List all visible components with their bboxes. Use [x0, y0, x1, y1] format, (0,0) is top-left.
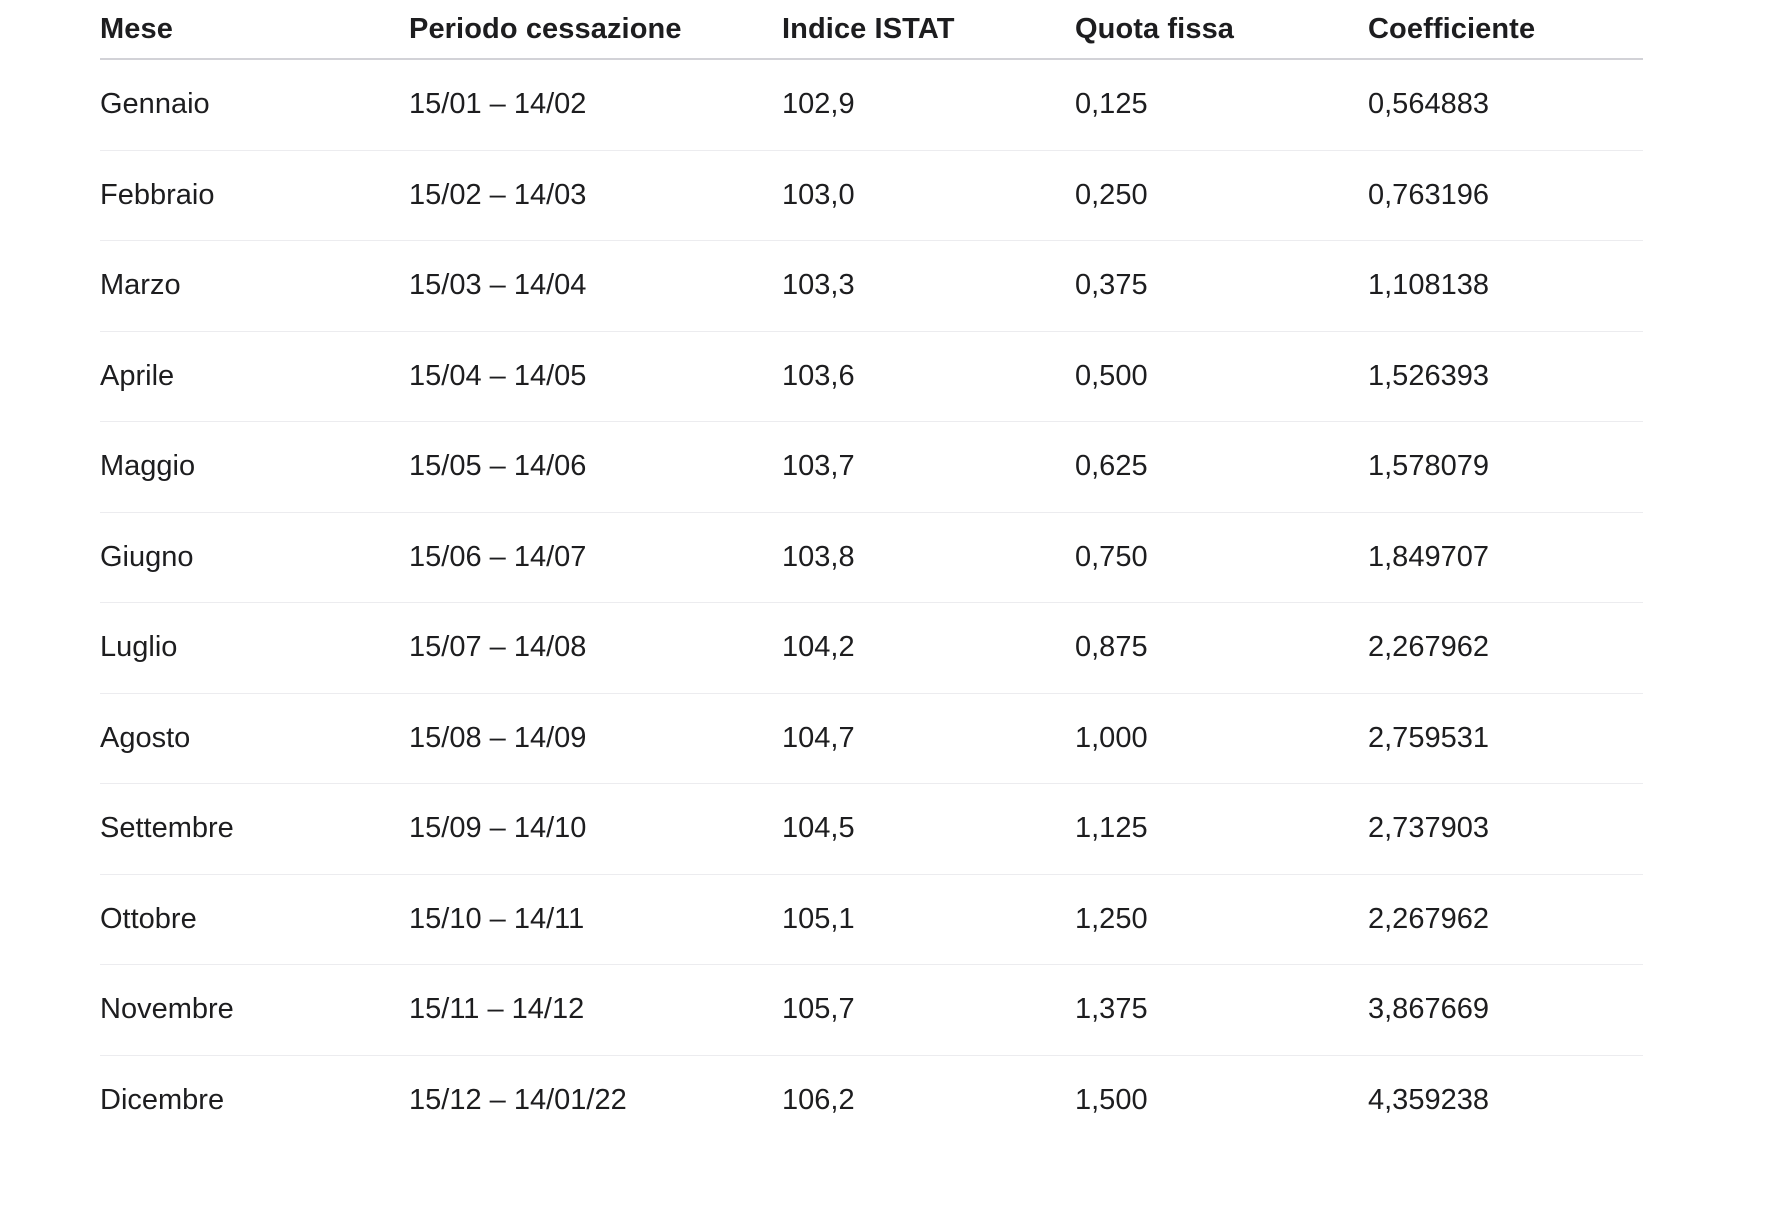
cell-quota-fissa: 1,125	[1075, 784, 1368, 875]
table-header	[100, 0, 1643, 59]
cell-mese: Febbraio	[100, 150, 409, 241]
cell-periodo-cessazione: 15/01 – 14/02	[409, 59, 782, 150]
column-header-periodo-cessazione: Periodo cessazione	[409, 0, 782, 59]
table-row	[100, 874, 1643, 965]
cell-coefficiente: 1,526393	[1368, 331, 1643, 422]
cell-coefficiente: 3,867669	[1368, 965, 1643, 1056]
cell-indice-istat: 104,2	[782, 603, 1075, 694]
cell-mese: Gennaio	[100, 59, 409, 150]
cell-indice-istat: 103,6	[782, 331, 1075, 422]
cell-quota-fissa: 0,500	[1075, 331, 1368, 422]
column-header-coefficiente: Coefficiente	[1368, 0, 1643, 59]
cell-mese: Maggio	[100, 422, 409, 513]
cell-coefficiente: 1,578079	[1368, 422, 1643, 513]
cell-coefficiente: 1,849707	[1368, 512, 1643, 603]
column-header-quota-fissa: Quota fissa	[1075, 0, 1368, 59]
table-row	[100, 603, 1643, 694]
cell-quota-fissa: 0,625	[1075, 422, 1368, 513]
table-row	[100, 150, 1643, 241]
header-row	[100, 0, 1643, 59]
cell-periodo-cessazione: 15/02 – 14/03	[409, 150, 782, 241]
cell-coefficiente: 2,737903	[1368, 784, 1643, 875]
cell-coefficiente: 1,108138	[1368, 241, 1643, 332]
cell-indice-istat: 104,7	[782, 693, 1075, 784]
table-body	[100, 59, 1643, 1145]
coefficient-table	[100, 0, 1643, 1145]
cell-periodo-cessazione: 15/09 – 14/10	[409, 784, 782, 875]
cell-quota-fissa: 0,375	[1075, 241, 1368, 332]
table-row	[100, 1055, 1643, 1145]
cell-coefficiente: 2,267962	[1368, 874, 1643, 965]
cell-periodo-cessazione: 15/05 – 14/06	[409, 422, 782, 513]
cell-indice-istat: 106,2	[782, 1083, 855, 1116]
cell-mese: Settembre	[100, 784, 409, 875]
cell-quota-fissa: 1,500	[1075, 1083, 1148, 1116]
cell-periodo-cessazione: 15/08 – 14/09	[409, 693, 782, 784]
cell-mese: Giugno	[100, 512, 409, 603]
table-row	[100, 241, 1643, 332]
cell-coefficiente: 2,759531	[1368, 693, 1643, 784]
cell-mese: Marzo	[100, 241, 409, 332]
cell-periodo-cessazione: 15/04 – 14/05	[409, 331, 782, 422]
cell-mese: Novembre	[100, 965, 409, 1056]
cell-periodo-cessazione: 15/11 – 14/12	[409, 965, 782, 1056]
column-header-indice-istat: Indice ISTAT	[782, 0, 1075, 59]
table-row	[100, 422, 1643, 513]
table-row	[100, 965, 1643, 1056]
cell-periodo-cessazione: 15/06 – 14/07	[409, 512, 782, 603]
column-header-mese: Mese	[100, 0, 409, 59]
cell-quota-fissa: 0,125	[1075, 59, 1368, 150]
cell-periodo-cessazione: 15/03 – 14/04	[409, 241, 782, 332]
cell-coefficiente: 0,564883	[1368, 59, 1643, 150]
cell-coefficiente: 2,267962	[1368, 603, 1643, 694]
cell-quota-fissa: 1,375	[1075, 965, 1368, 1056]
cell-coefficiente: 4,359238	[1368, 1083, 1489, 1116]
cell-indice-istat: 105,7	[782, 965, 1075, 1056]
table-row	[100, 331, 1643, 422]
cell-indice-istat: 103,7	[782, 422, 1075, 513]
cell-mese: Dicembre	[100, 1083, 225, 1116]
table-row	[100, 784, 1643, 875]
cell-mese: Luglio	[100, 603, 409, 694]
data-table-container	[100, 0, 1643, 1145]
table-row	[100, 512, 1643, 603]
cell-indice-istat: 104,5	[782, 784, 1075, 875]
cell-mese: Aprile	[100, 331, 409, 422]
cell-indice-istat: 103,8	[782, 512, 1075, 603]
cell-quota-fissa: 1,250	[1075, 874, 1368, 965]
cell-indice-istat: 105,1	[782, 874, 1075, 965]
cell-coefficiente: 0,763196	[1368, 150, 1643, 241]
cell-indice-istat: 103,0	[782, 150, 1075, 241]
cell-periodo-cessazione: 15/07 – 14/08	[409, 603, 782, 694]
cell-periodo-cessazione: 15/12 – 14/01/22	[409, 1083, 627, 1116]
cell-indice-istat: 102,9	[782, 59, 1075, 150]
cell-mese: Agosto	[100, 693, 409, 784]
cell-mese: Ottobre	[100, 874, 409, 965]
cell-periodo-cessazione: 15/10 – 14/11	[409, 874, 782, 965]
cell-quota-fissa: 0,750	[1075, 512, 1368, 603]
cell-quota-fissa: 1,000	[1075, 693, 1368, 784]
table-row	[100, 59, 1643, 150]
cell-quota-fissa: 0,250	[1075, 150, 1368, 241]
table-row	[100, 693, 1643, 784]
cell-indice-istat: 103,3	[782, 241, 1075, 332]
cell-quota-fissa: 0,875	[1075, 603, 1368, 694]
